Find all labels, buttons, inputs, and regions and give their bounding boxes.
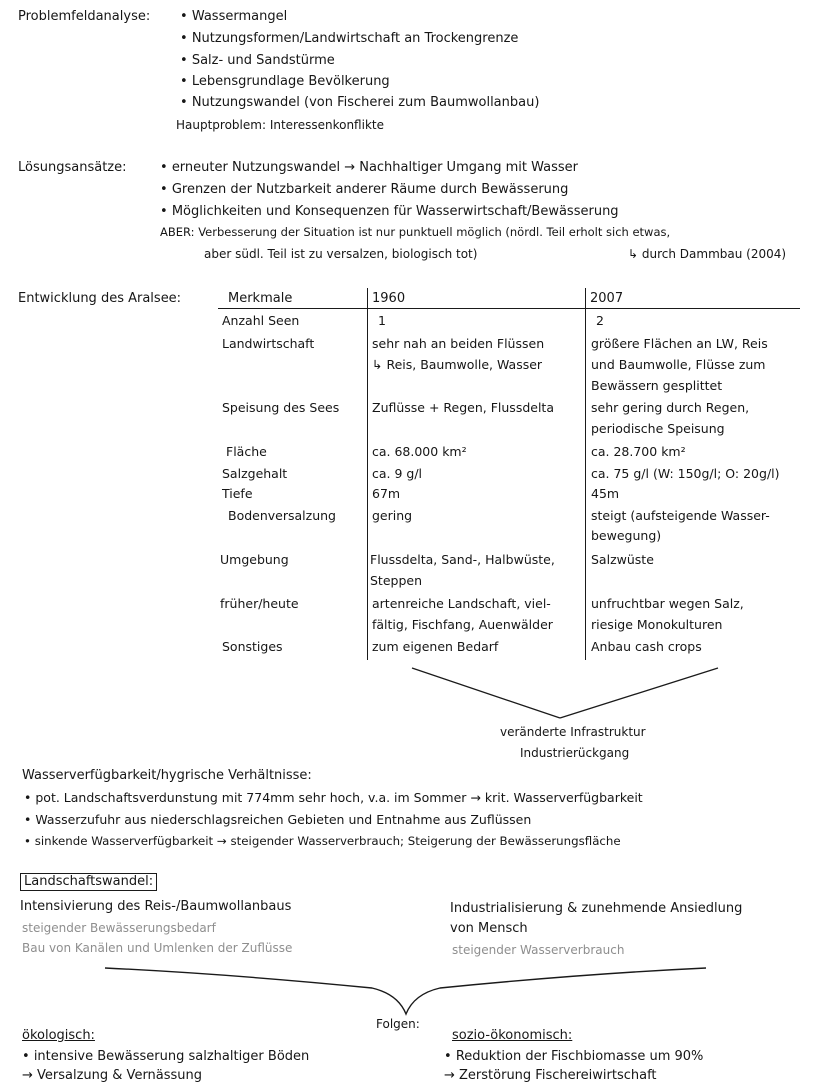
table-header: Merkmale — [228, 291, 293, 306]
table-cell: zum eigenen Bedarf — [372, 639, 499, 654]
aber-note: ↳ durch Dammbau (2004) — [628, 247, 787, 261]
table-cell: Zuflüsse + Regen, Flussdelta — [372, 400, 554, 415]
socio-arrow: → Zerstörung Fischereiwirtschaft — [444, 1068, 657, 1083]
table-cell: sehr gering durch Regen, — [591, 400, 750, 415]
aber-line: ABER: Verbesserung der Situation ist nur punktuell möglich (nördl. Teil erholt sich etwas, — [160, 225, 671, 239]
table-cell: ca. 9 g/l — [372, 466, 423, 481]
solution-item: • Grenzen der Nutzbarkeit anderer Räume durch Bewässerung — [160, 182, 569, 197]
table-cell-feature: Sonstiges — [222, 639, 283, 654]
result-infrastructure: veränderte Infrastruktur — [500, 725, 646, 739]
table-header: 1960 — [372, 291, 406, 306]
table-cell: periodische Speisung — [591, 421, 725, 436]
landscape-right-title: von Mensch — [450, 921, 528, 936]
folgen-label: Folgen: — [376, 1017, 420, 1031]
table-cell: 1 — [378, 313, 386, 328]
table-cell: steigt (aufsteigende Wasser- — [591, 508, 770, 523]
landscape-left-note: steigender Bewässerungsbedarf — [22, 921, 216, 935]
problem-label: Problemfeldanalyse: — [18, 9, 151, 24]
table-cell-feature: Tiefe — [222, 486, 253, 501]
table-cell: gering — [372, 508, 413, 523]
main-problem: Hauptproblem: Interessenkonflikte — [176, 118, 384, 132]
table-cell: 67m — [372, 486, 401, 501]
water-item: • sinkende Wasserverfügbarkeit → steigender Wasserverbrauch; Steigerung der Bewässerungsfläche — [24, 834, 621, 848]
table-cell: Flussdelta, Sand-, Halbwüste, — [370, 552, 555, 567]
eco-title: ökologisch: — [22, 1028, 95, 1043]
table-cell-feature: Fläche — [226, 444, 267, 459]
table-cell-feature: Salzgehalt — [222, 466, 288, 481]
table-cell: Salzwüste — [591, 552, 654, 567]
landscape-right-title: Industrialisierung & zunehmende Ansiedlung — [450, 901, 743, 916]
table-cell-feature: Anzahl Seen — [222, 313, 300, 328]
landscape-title: Landschaftswandel: — [20, 873, 157, 891]
result-industry: Industrierückgang — [520, 746, 630, 760]
table-cell: sehr nah an beiden Flüssen — [372, 336, 545, 351]
table-cell: 2 — [596, 313, 604, 328]
table-cell: ↳ Reis, Baumwolle, Wasser — [372, 357, 543, 372]
landscape-left-title: Intensivierung des Reis-/Baumwollanbaus — [20, 899, 292, 914]
table-cell: ca. 68.000 km² — [372, 444, 467, 459]
table-cell-feature: Bodenversalzung — [228, 508, 336, 523]
table-cell: Bewässern gesplittet — [591, 378, 723, 393]
table-cell: größere Flächen an LW, Reis — [591, 336, 768, 351]
table-cell: artenreiche Landschaft, viel- — [372, 596, 551, 611]
table-cell: bewegung) — [591, 528, 662, 543]
eco-arrow: → Versalzung & Vernässung — [22, 1068, 203, 1083]
table-cell: riesige Monokulturen — [591, 617, 723, 632]
eco-item: • intensive Bewässerung salzhaltiger Böden — [22, 1049, 310, 1064]
table-cell: 45m — [591, 486, 620, 501]
table-cell: ca. 28.700 km² — [591, 444, 686, 459]
table-cell-feature: früher/heute — [220, 596, 299, 611]
table-cell: und Baumwolle, Flüsse zum — [591, 357, 766, 372]
water-title: Wasserverfügbarkeit/hygrische Verhältnisse: — [22, 768, 312, 783]
table-cell: Steppen — [370, 573, 423, 588]
problem-item: • Nutzungswandel (von Fischerei zum Baumwollanbau) — [180, 95, 540, 110]
solution-item: • erneuter Nutzungswandel → Nachhaltiger Umgang mit Wasser — [160, 160, 578, 175]
problem-item: • Nutzungsformen/Landwirtschaft an Trockengrenze — [180, 31, 519, 46]
table-cell-feature: Landwirtschaft — [222, 336, 315, 351]
landscape-left-note: Bau von Kanälen und Umlenken der Zuflüsse — [22, 941, 293, 955]
solutions-label: Lösungsansätze: — [18, 160, 127, 175]
table-cell: ca. 75 g/l (W: 150g/l; O: 20g/l) — [591, 466, 780, 481]
table-cell: Anbau cash crops — [591, 639, 702, 654]
table-cell: fältig, Fischfang, Auenwälder — [372, 617, 553, 632]
solution-item: • Möglichkeiten und Konsequenzen für Wasserwirtschaft/Bewässerung — [160, 204, 619, 219]
development-label: Entwicklung des Aralsee: — [18, 291, 182, 306]
landscape-right-note: steigender Wasserverbrauch — [452, 943, 625, 957]
aber-line: aber südl. Teil ist zu versalzen, biologisch tot) — [204, 247, 478, 261]
water-item: • Wasserzufuhr aus niederschlagsreichen Gebieten und Entnahme aus Zuflüssen — [24, 812, 532, 827]
problem-item: • Salz- und Sandstürme — [180, 53, 335, 68]
problem-item: • Lebensgrundlage Bevölkerung — [180, 74, 390, 89]
socio-item: • Reduktion der Fischbiomasse um 90% — [444, 1049, 704, 1064]
table-cell: unfruchtbar wegen Salz, — [591, 596, 744, 611]
water-item: • pot. Landschaftsverdunstung mit 774mm sehr hoch, v.a. im Sommer → krit. Wasserverfügbarkeit — [24, 790, 643, 805]
table-header: 2007 — [590, 291, 624, 306]
table-cell-feature: Speisung des Sees — [222, 400, 340, 415]
socio-title: sozio-ökonomisch: — [452, 1028, 573, 1043]
problem-item: • Wassermangel — [180, 9, 288, 24]
table-cell-feature: Umgebung — [220, 552, 289, 567]
